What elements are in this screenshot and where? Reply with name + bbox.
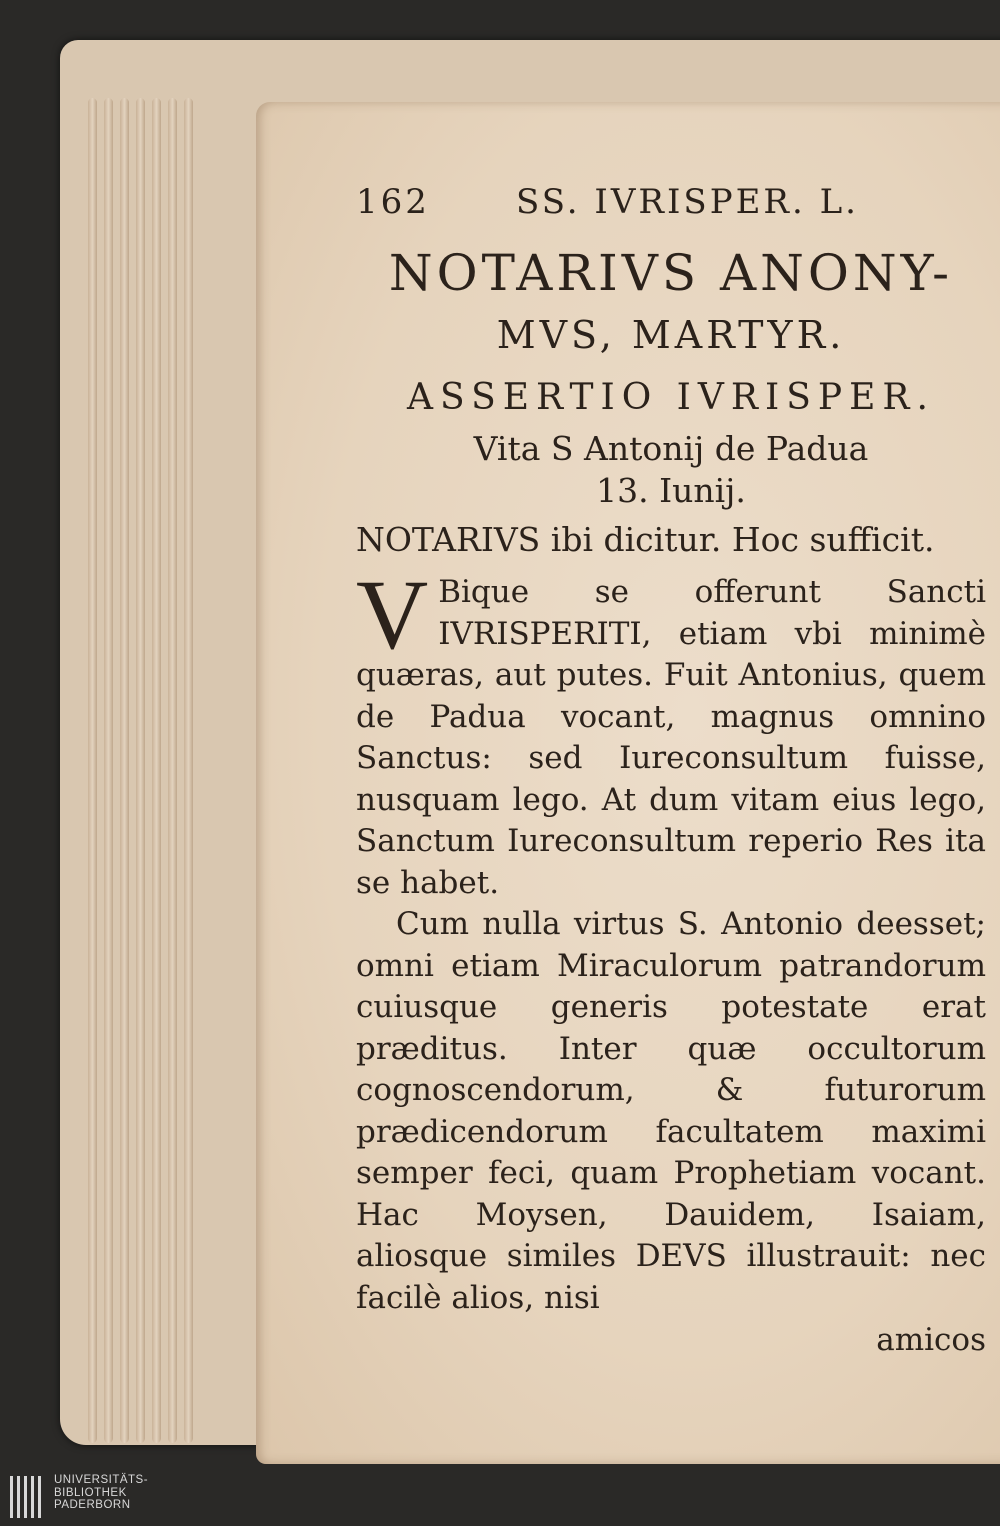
page-text-block [356, 182, 986, 1361]
paragraph-text: Bique se offerunt Sancti IVRISPERITI, etiam vbi minimè quæras, aut putes. Fuit Antonius, quem de Padua vocant, magnus omnino Sanctus: sed Iureconsultum fuisse, nusquam lego. At dum vitam eius lego, Sanctum Iureconsultum reperio Res ita se habet. [356, 574, 986, 901]
library-name-line: PADERBORN [54, 1499, 131, 1511]
paragraph: Cum nulla virtus S. Antonio deesset; omni etiam Miraculorum patrandorum cuiusque generis potestate erat præditus. Inter quæ occultorum cognoscendorum, & futurorum prædicendorum facultatem maximi semper feci, quam Prophetiam vocant. Hac Moysen, Dauidem, Isaiam, aliosque similes DEVS illustrauit: nec facilè alios, nisi [356, 906, 986, 1316]
page-edge [104, 98, 113, 1443]
book-page [256, 102, 1000, 1464]
library-emblem-icon [8, 1474, 44, 1520]
drop-cap: V [356, 559, 429, 670]
source-date: 13. Iunij. [596, 471, 746, 510]
book-block [60, 40, 1000, 1445]
source-note: NOTARIVS ibi dicitur. Hoc sufficit. [356, 520, 935, 559]
page-edge [168, 98, 177, 1443]
chapter-title: NOTARIVS ANONY- [388, 244, 954, 302]
catchword: amicos [876, 1322, 986, 1358]
library-name [54, 1474, 148, 1512]
library-logo [8, 1474, 148, 1520]
body-text [356, 559, 986, 1319]
source-line: Vita S Antonij de Padua [473, 429, 869, 468]
page-edge [152, 98, 161, 1443]
library-name-line: UNIVERSITÄTS- [54, 1474, 149, 1486]
page-number: 162 [356, 182, 430, 222]
page-edge [184, 98, 193, 1443]
paragraph [356, 559, 986, 904]
page-edge [136, 98, 145, 1443]
section-heading: ASSERTIO IVRISPER. [407, 377, 935, 418]
running-head [356, 182, 986, 236]
page-edge [120, 98, 129, 1443]
running-head-title: SS. IVRISPER. L. [516, 182, 859, 222]
library-name-line: BIBLIOTHEK [54, 1486, 127, 1499]
chapter-subtitle: MVS, MARTYR. [496, 313, 846, 357]
page-edge [88, 98, 97, 1443]
